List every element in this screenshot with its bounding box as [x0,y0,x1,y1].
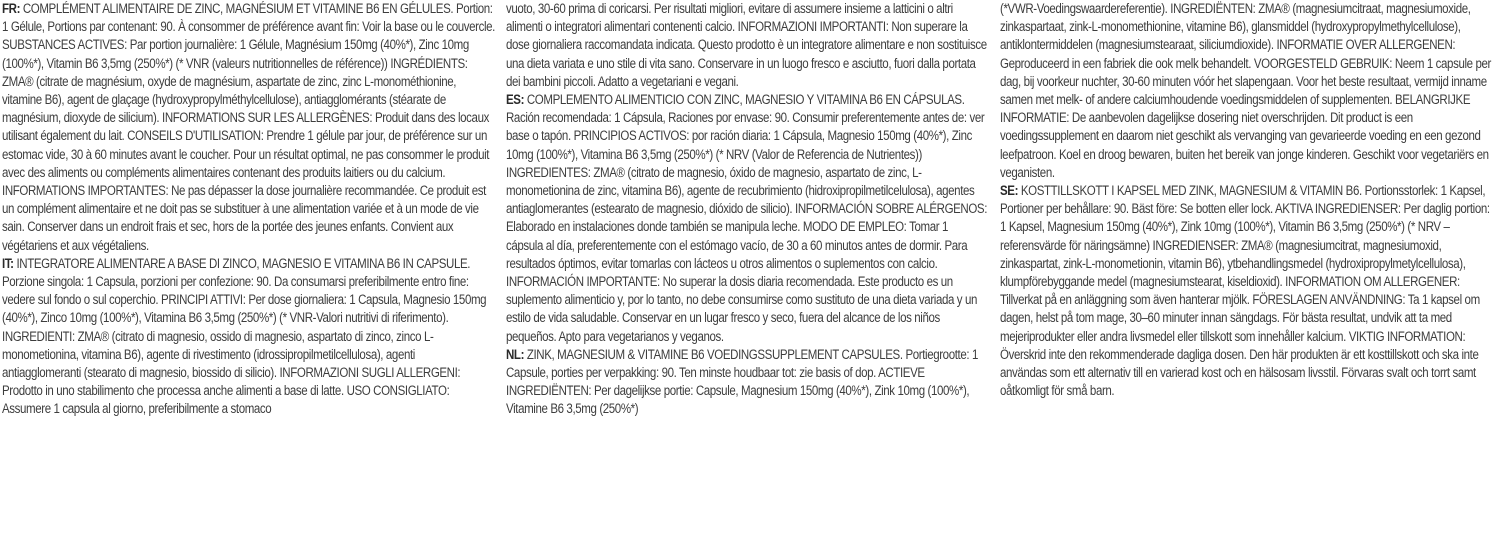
paragraph-body: ZINK, MAGNESIUM & VITAMINE B6 VOEDINGSSUPPLEMENT CAPSULES. Portiegrootte: 1 Capsule, porties per verpakking: 90. Ten minste houdbaar tot: zie basis of dop. ACTIEVE INGREDIËNTEN: Per dagelijkse portie: Capsule, Magnesium 150mg (40%*), Zink 10mg (100%*), Vitamine B6 3,5mg (250%*) [506,346,979,417]
paragraph-es [506,91,988,346]
paragraph-body: COMPLEMENTO ALIMENTICIO CON ZINC, MAGNESIO Y VITAMINA B6 EN CÁPSULAS. Ración recomendada: 1 Cápsula, Raciones por envase: 90. Consumir preferentemente antes de: ver base o tapón. PRINCIPIOS ACTIVOS: por ración diaria: 1 Cápsula, Magnesio 150mg (40%*), Zinc 10mg (100%*), Vitamina B6 3,5mg (250%*) (* NRV (Valor de Referencia de Nutrientes)) INGREDIENTES: ZMA® (citrato de magnesio, óxido de magnesio, aspartato de zinc, L-monometionina de zinc, vitamina B6), agente de recubrimiento (hidroxipropilmetilcelulosa), agentes antiaglomerantes (estearato de magnesio, dióxido de silicio). INFORMACIÓN SOBRE ALÉRGENOS: Elaborado en instalaciones donde también se manipula leche. MODO DE EMPLEO: Tomar 1 cápsula al día, preferentemente con el estómago vacío, de 30 a 60 minutos antes de dormir. Para resultados óptimos, evitar tomarlas con lácteos u otros alimentos o suplementos con calcio. INFORMACIÓN IMPORTANTE: No superar la dosis diaria recomendada. Este producto es un suplemento alimenticio y, por lo tanto, no debe consumirse como sustituto de una dieta variada y un estilo de vida saludable. Conservar en un lugar fresco y seco, fuera del alcance de los niños pequeños. Apto para vegetarianos y veganos. [506,92,988,344]
text-column-2 [506,0,988,554]
language-code-it: IT: [2,255,14,271]
paragraph-body: (*VWR-Voedingswaardereferentie). INGREDIËNTEN: ZMA® (magnesiumcitraat, magnesiumoxide, zinkaspartaat, zink-L-monomethionine, vitamine B6), glansmiddel (hydroxypropylmethylcellulose), antiklontermiddelen (magnesiumstearaat, siliciumdioxide). INFORMATIE OVER ALLERGENEN: Geproduceerd in een fabriek die ook melk behandelt. VOORGESTELD GEBRUIK: Neem 1 capsule per dag, bij voorkeur nuchter, 30-60 minuten vóór het slapengaan. Voor het beste resultaat, vermijd inname samen met melk- of andere calciumhoudende voedingsmiddelen of supplementen. BELANGRIJKE INFORMATIE: De aanbevolen dagelijkse dosering niet overschrijden. Dit product is een voedingssupplement en daarom niet geschikt als vervanging van gevarieerde voeding en een gezond leefpatroon. Koel en droog bewaren, buiten het bereik van jonge kinderen. Geschikt voor vegetariërs en veganisten. [1000,1,1491,180]
language-code-fr: FR: [2,1,21,16]
paragraph-nl [506,346,988,419]
language-code-nl: NL: [506,346,525,362]
paragraph-it-continued [506,0,988,91]
language-code-se: SE: [1000,183,1019,199]
paragraph-se [1000,182,1495,400]
paragraph-nl-continued [1000,0,1495,182]
text-column-3 [1000,0,1495,554]
text-column-1 [2,0,496,554]
paragraph-body: vuoto, 30-60 prima di coricarsi. Per risultati migliori, evitare di assumere insieme a latticini o altri alimenti o integratori alimentari contenenti calcio. INFORMAZIONI IMPORTANTI: Non superare la dose giornaliera raccomandata indicata. Questo prodotto è un integratore alimentare e non sostituisce una dieta variata e uno stile di vita sano. Conservare in un luogo fresco e asciutto, fuori dalla portata dei bambini piccoli. Adatto a vegetariani e vegani. [506,1,987,89]
paragraph-body: COMPLÉMENT ALIMENTAIRE DE ZINC, MAGNÉSIUM ET VITAMINE B6 EN GÉLULES. Portion: 1 Gélule, Portions par contenant: 90. À consommer de préférence avant fin: Voir la base ou le couvercle. SUBSTANCES ACTIVES: Par portion journalière: 1 Gélule, Magnésium 150mg (40%*), Zinc 10mg (100%*), Vitamin B6 3,5mg (250%*) (* VNR (valeurs nutritionnelles de référence)) INGRÉDIENTS: ZMA® (citrate de magnésium, oxyde de magnésium, aspartate de zinc, zinc L-monométhionine, vitamine B6), agent de glaçage (hydroxypropylméthylcellulose), antiagglomérants (stéarate de magnésium, dioxyde de silicium). INFORMATIONS SUR LES ALLERGÈNES: Produit dans des locaux utilisant également du lait. CONSEILS D'UTILISATION: Prendre 1 gélule par jour, de préférence sur un estomac vide, 30 à 60 minutes avant le coucher. Pour un résultat optimal, ne pas consommer le produit avec des aliments ou compléments alimentaires contenant des produits laitiers ou du calcium. INFORMATIONS IMPORTANTES: Ne pas dépasser la dose journalière recommandée. Ce produit est un complément alimentaire et ne doit pas se substituer à une alimentation variée et à un mode de vie sain. Conserver dans un endroit frais et sec, hors de la portée des jeunes enfants. Convient aux végétariens et aux végétaliens. [2,1,495,253]
paragraph-body: INTEGRATORE ALIMENTARE A BASE DI ZINCO, MAGNESIO E VITAMINA B6 IN CAPSULE. Porzione singola: 1 Capsula, porzioni per confezione: 90. Da consumarsi preferibilmente entro fine: vedere sul fondo o sul coperchio. PRINCIPI ATTIVI: Per dose giornaliera: 1 Capsula, Magnesio 150mg (40%*), Zinco 10mg (100%*), Vitamina B6 3,5mg (250%*) (* VNR-Valori nutritivi di riferimento). INGREDIENTI: ZMA® (citrato di magnesio, ossido di magnesio, aspartato di zinco, zinco L-monometionina, vitamina B6), agente di rivestimento (idrossipropilmetilcellulosa), agenti antiagglomeranti (stearato di magnesio, biossido di silicio). INFORMAZIONI SUGLI ALLERGENI: Prodotto in uno stabilimento che processa anche alimenti a base di latte. USO CONSIGLIATO: Assumere 1 capsula al giorno, preferibilmente a stomaco [2,255,487,417]
language-code-es: ES: [506,92,525,108]
paragraph-it [2,255,496,419]
paragraph-fr [2,0,496,255]
paragraph-body: KOSTTILLSKOTT I KAPSEL MED ZINK, MAGNESIUM & VITAMIN B6. Portionsstorlek: 1 Kapsel, Portioner per behållare: 90. Bäst före: Se botten eller lock. AKTIVA INGREDIENSER: Per daglig portion: 1 Kapsel, Magnesium 150mg (40%*), Zink 10mg (100%*), Vitamin B6 3,5mg (250%*) (* NRV – referensvärde för näringsämne) INGREDIENSER: ZMA® (magnesiumcitrat, magnesiumoxid, zinkaspartat, zink-L-monometionin, vitamin B6), ytbehandlingsmedel (hydroxipropylmetylcellulosa), klumpförebyggande medel (magnesiumstearat, kiseldioxid). INFORMATION OM ALLERGENER: Tillverkat på en anläggning som även hanterar mjölk. FÖRESLAGEN ANVÄNDNING: Ta 1 kapsel om dagen, helst på tom mage, 30–60 minuter innan sängdags. För bästa resultat, undvik att ta med mejeriprodukter eller andra livsmedel eller tillskott som innehåller kalcium. VIKTIG INFORMATION: Överskrid inte den rekommenderade dagliga dosen. Den här produkten är ett kosttillskott och ska inte användas som ett alternativ till en varierad kost och en hälsosam livsstil. Förvaras svalt och torrt samt oåtkomligt för små barn. [1000,183,1490,399]
